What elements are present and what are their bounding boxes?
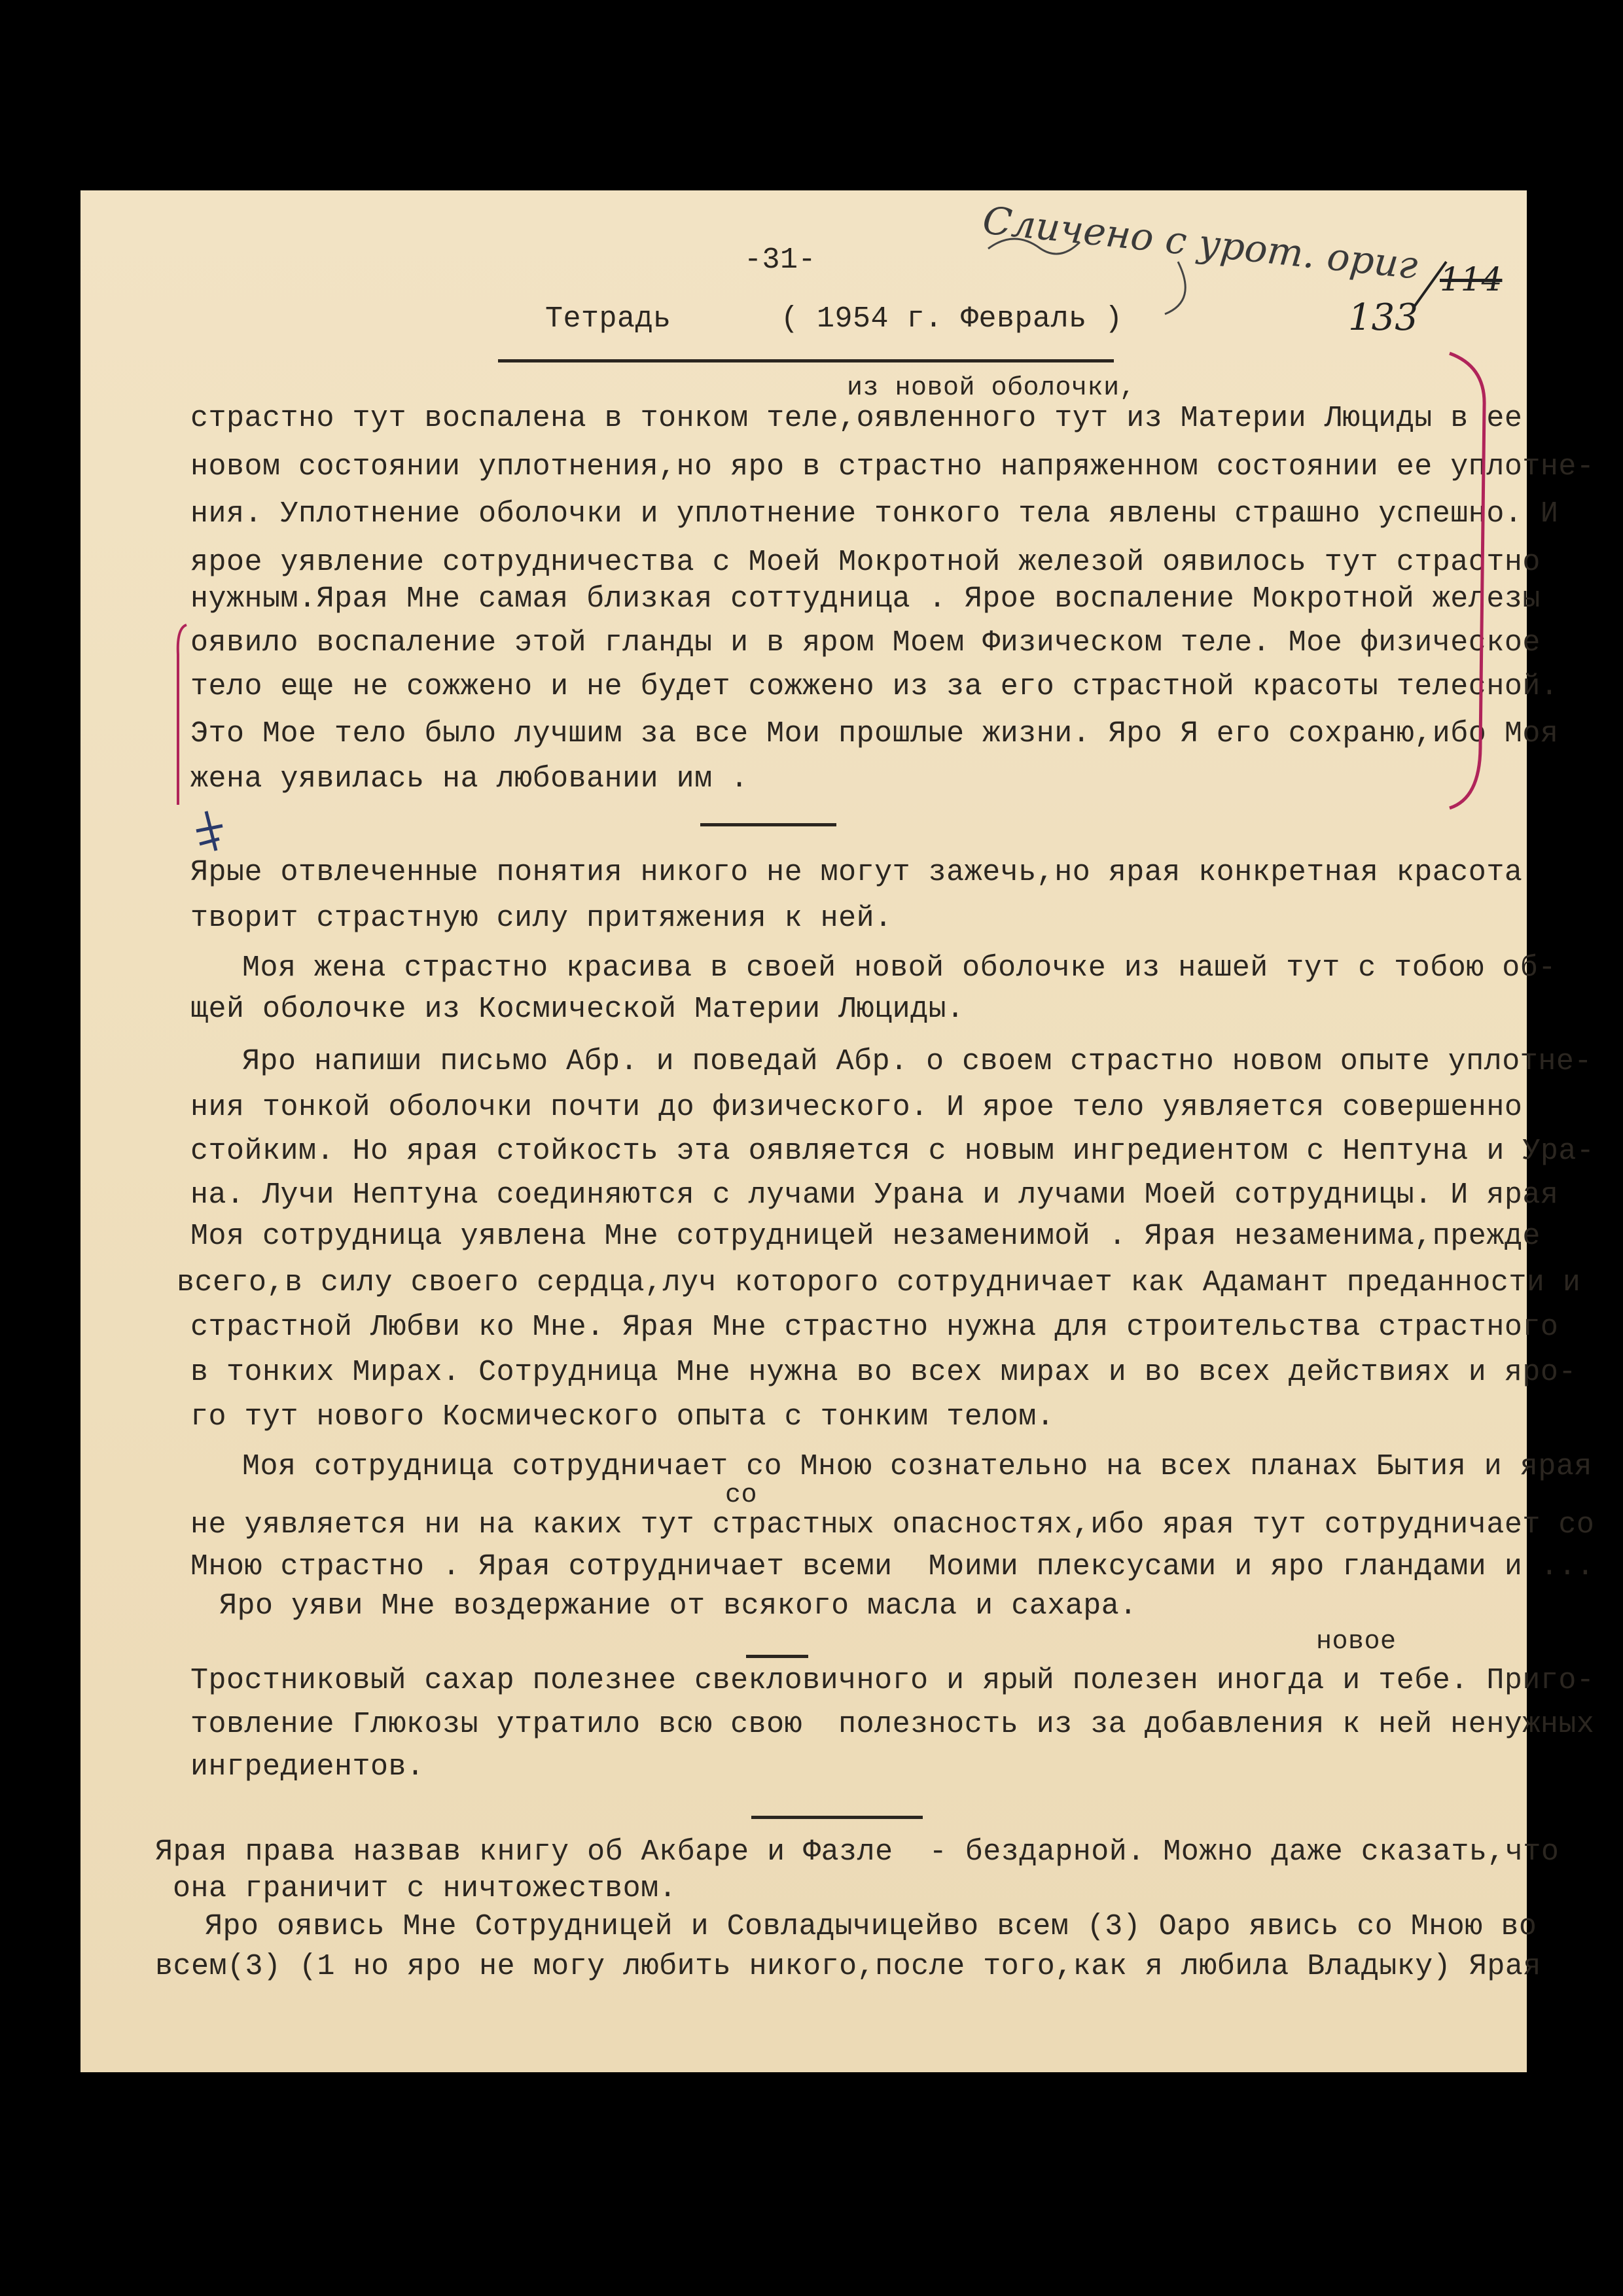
- text-line: оявило воспаление этой гланды и в яром Моем Физическом теле. Мое физическое: [190, 626, 1541, 660]
- text-line: Моя сотрудница уявлена Мне сотрудницей незаменимой . Ярая незаменима,прежде: [190, 1220, 1541, 1253]
- text-line: в тонких Мирах. Сотрудница Мне нужна во всех мирах и во всех действиях и яро-: [190, 1356, 1577, 1389]
- text-line: Ярые отвлеченные понятия никого не могут зажечь,но ярая конкретная красота: [190, 856, 1523, 889]
- doc-date: ( 1954 г. Февраль ): [781, 302, 1123, 336]
- text-line: ярое уявление сотрудничества с Моей Мокротной железой оявилось тут страстно: [190, 546, 1541, 579]
- page-number: -31-: [744, 243, 817, 277]
- text-line: Тростниковый сахар полезнее свекловичного и ярый полезен иногда и тебе. Приго-: [190, 1664, 1595, 1697]
- text-line: тело еще не сожжено и не будет сожжено из за его страстной красоты телесной.: [190, 670, 1559, 703]
- text-line: она граничит с ничтожеством.: [173, 1872, 677, 1905]
- text-line: страстной Любви ко Мне. Ярая Мне страстно нужна для строительства страстного: [190, 1311, 1559, 1344]
- handwritten-note: Сличено с урот. ориг: [980, 198, 1420, 288]
- text-line: не уявляется ни на каких тут страстных опасностях,ибо ярая тут сотрудничает со: [190, 1508, 1595, 1542]
- text-line: Яро оявись Мне Сотрудницей и Совладычицейво всем (3) Оаро явись со Мною во: [205, 1910, 1537, 1943]
- text-line: Ярая права назвав книгу об Акбаре и Фазле - бездарной. Можно даже сказать,что: [155, 1835, 1560, 1869]
- text-line: ингредиентов.: [190, 1750, 425, 1784]
- pink-bracket-right: [1450, 353, 1484, 808]
- insertion-text: новое: [1316, 1627, 1397, 1657]
- pink-bracket-left: [178, 625, 187, 805]
- text-line: щей оболочке из Космической Материи Люциды.: [190, 993, 965, 1026]
- text-line: новом состоянии уплотнения,но яро в страстно напряженном состоянии ее уплотне-: [190, 450, 1595, 484]
- text-line: страстно тут воспалена в тонком теле,оявленного тут из Материи Люциды в ее: [190, 402, 1523, 435]
- pen-mark: [1414, 262, 1446, 308]
- text-line: ния тонкой оболочки почти до физического. И ярое тело уявляется совершенно: [190, 1091, 1523, 1124]
- pen-mark: [196, 811, 223, 851]
- archive-number-struck: 114: [1440, 260, 1503, 298]
- text-line: Яро напиши письмо Абр. и поведай Абр. о своем страстно новом опыте уплотне-: [242, 1045, 1592, 1078]
- text-line: Моя жена страстно красива в своей новой оболочке из нашей тут с тобою об-: [242, 951, 1556, 985]
- text-line: Это Мое тело было лучшим за все Мои прошлые жизни. Яро Я его сохраню,ибо Моя: [190, 717, 1559, 751]
- text-line: ния. Уплотнение оболочки и уплотнение тонкого тела явлены страшно успешно. И: [190, 497, 1559, 531]
- text-line: всем(3) (1 но яро не могу любить никого,после того,как я любила Владыку) Ярая: [155, 1950, 1541, 1983]
- text-line: стойким. Но ярая стойкость эта оявляется с новым ингредиентом с Нептуна и Ура-: [190, 1135, 1595, 1168]
- archive-number: 133: [1348, 296, 1418, 339]
- text-line: всего,в силу своего сердца,луч которого сотрудничает как Адамант преданности и: [177, 1266, 1581, 1299]
- insertion-text: со: [725, 1481, 758, 1510]
- text-line: товление Глюкозы утратило всю свою полезность из за добавления к ней ненужных: [190, 1708, 1595, 1741]
- text-line: нужным.Ярая Мне самая близкая соттудница . Ярое воспаление Мокротной железы: [190, 582, 1541, 616]
- text-line: творит страстную силу притяжения к ней.: [190, 902, 893, 935]
- text-line: Моя сотрудница сотрудничает со Мною сознательно на всех планах Бытия и ярая: [242, 1450, 1592, 1483]
- text-line: Мною страстно . Ярая сотрудничает всеми Моими плексусами и яро гландами и ...: [190, 1550, 1595, 1583]
- handwritten-scribble: [988, 239, 1185, 314]
- doc-title: Тетрадь: [545, 302, 671, 336]
- text-line: на. Лучи Нептуна соединяются с лучами Урана и лучами Моей сотрудницы. И ярая: [190, 1178, 1559, 1212]
- text-line: го тут нового Космического опыта с тонким телом.: [190, 1400, 1055, 1434]
- insertion-text: из новой оболочки,: [847, 374, 1136, 403]
- text-line: Яро уяви Мне воздержание от всякого масла и сахара.: [219, 1589, 1137, 1623]
- text-line: жена уявилась на любовании им .: [190, 762, 749, 796]
